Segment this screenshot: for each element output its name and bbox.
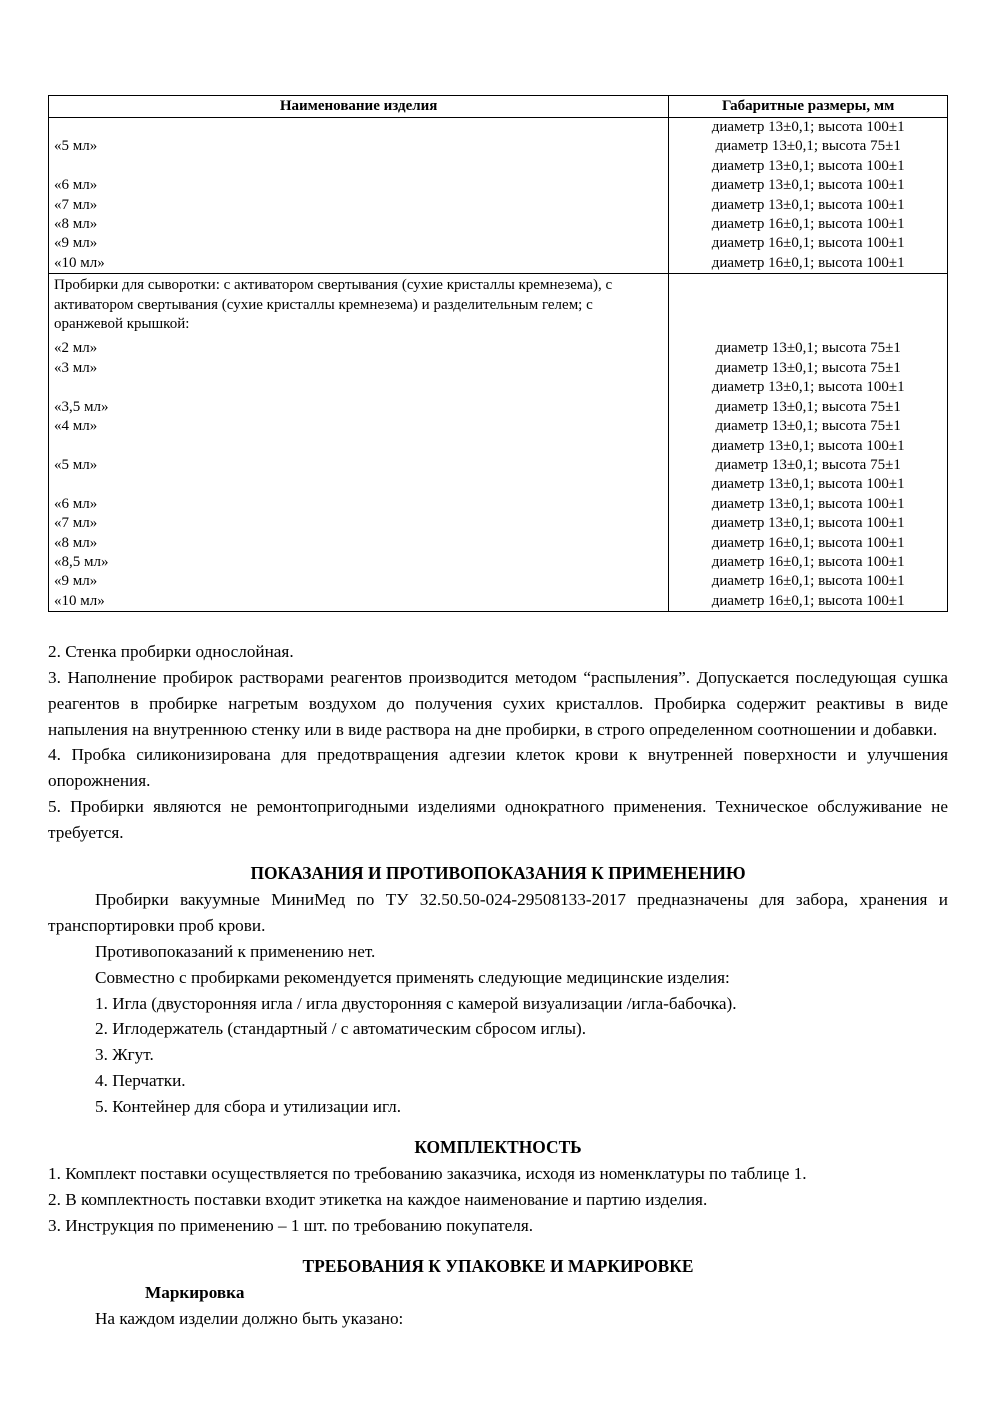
table-row: [49, 475, 948, 494]
product-name-cell: «9 мл»: [49, 234, 669, 253]
subsection-title-marking: Маркировка: [145, 1283, 245, 1303]
col-header-product-name: Наименование изделия: [49, 96, 669, 118]
product-name-cell: «6 мл»: [49, 495, 669, 514]
product-name-cell: «7 мл»: [49, 196, 669, 215]
table-row: [49, 176, 948, 195]
product-name-cell: «8 мл»: [49, 215, 669, 234]
dimensions-cell: диаметр 13±0,1; высота 100±1: [669, 378, 948, 397]
product-name-cell: «8 мл»: [49, 534, 669, 553]
dimensions-cell: [669, 274, 948, 340]
table-row: [49, 553, 948, 572]
table-row: [49, 534, 948, 553]
product-name-cell: «8,5 мл»: [49, 553, 669, 572]
table-row: [49, 398, 948, 417]
completeness-item: 3. Инструкция по применению – 1 шт. по требованию покупателя.: [48, 1215, 534, 1235]
table-row: [49, 378, 948, 397]
indications-paragraph-purpose: Пробирки вакуумные МиниМед по ТУ 32.50.50-024-29508133-2017 предназначены для забора, хранения и транспортировки проб крови.: [48, 890, 948, 936]
list-item: 1. Игла (двусторонняя игла / игла двусторонняя с камерой визуализации /игла-бабочка).: [95, 993, 737, 1013]
completeness-item: 2. В комплектность поставки входит этикетка на каждое наименование и партию изделия.: [48, 1190, 708, 1210]
marking-paragraph: На каждом изделии должно быть указано:: [95, 1309, 404, 1329]
product-name-cell: «9 мл»: [49, 572, 669, 591]
product-name-cell: «10 мл»: [49, 592, 669, 612]
list-item: 2. Иглодержатель (стандартный / с автоматическим сбросом иглы).: [95, 1019, 587, 1039]
table-row: [49, 359, 948, 378]
product-name-cell: «2 мл»: [49, 339, 669, 358]
table-row: [49, 417, 948, 436]
dimensions-cell: диаметр 13±0,1; высота 100±1: [669, 437, 948, 456]
document-body: [48, 639, 948, 1332]
paragraph-stopper: 4. Пробка силиконизирована для предотвращения адгезии клеток крови к внутренней поверхности и улучшения опорожнения.: [48, 745, 948, 791]
product-spec-table: [48, 95, 948, 612]
product-name-cell: «7 мл»: [49, 514, 669, 533]
table-row: [49, 196, 948, 215]
dimensions-cell: диаметр 13±0,1; высота 75±1: [669, 359, 948, 378]
dimensions-cell: диаметр 16±0,1; высота 100±1: [669, 553, 948, 572]
dimensions-cell: диаметр 16±0,1; высота 100±1: [669, 234, 948, 253]
list-item: 3. Жгут.: [95, 1045, 154, 1065]
product-name-cell: [49, 437, 669, 456]
dimensions-cell: диаметр 16±0,1; высота 100±1: [669, 534, 948, 553]
dimensions-cell: диаметр 16±0,1; высота 100±1: [669, 215, 948, 234]
table-row: [49, 514, 948, 533]
dimensions-cell: диаметр 16±0,1; высота 100±1: [669, 592, 948, 612]
product-name-cell: «5 мл»: [49, 456, 669, 475]
table-row: [49, 157, 948, 176]
section-title-completeness: КОМПЛЕКТНОСТЬ: [414, 1136, 582, 1157]
table-row: [49, 118, 948, 138]
table-row: [49, 437, 948, 456]
table-row: [49, 592, 948, 612]
product-name-cell: [49, 118, 669, 138]
product-name-cell: «3,5 мл»: [49, 398, 669, 417]
dimensions-cell: диаметр 13±0,1; высота 100±1: [669, 118, 948, 138]
dimensions-cell: диаметр 16±0,1; высота 100±1: [669, 572, 948, 591]
dimensions-cell: диаметр 13±0,1; высота 75±1: [669, 398, 948, 417]
dimensions-cell: диаметр 13±0,1; высота 75±1: [669, 417, 948, 436]
product-name-cell: [49, 475, 669, 494]
list-item: 4. Перчатки.: [95, 1070, 186, 1090]
dimensions-cell: диаметр 13±0,1; высота 100±1: [669, 157, 948, 176]
table-row: [49, 215, 948, 234]
table-row: [49, 254, 948, 274]
dimensions-cell: диаметр 13±0,1; высота 75±1: [669, 339, 948, 358]
paragraph-wall: 2. Стенка пробирки однослойная.: [48, 642, 294, 662]
dimensions-cell: диаметр 13±0,1; высота 100±1: [669, 514, 948, 533]
product-name-cell: «6 мл»: [49, 176, 669, 195]
product-name-cell: «5 мл»: [49, 137, 669, 156]
table-row: [49, 495, 948, 514]
dimensions-cell: диаметр 13±0,1; высота 75±1: [669, 137, 948, 156]
col-header-dimensions: Габаритные размеры, мм: [669, 96, 948, 118]
table-row: [49, 456, 948, 475]
dimensions-cell: диаметр 13±0,1; высота 100±1: [669, 475, 948, 494]
list-item: 5. Контейнер для сбора и утилизации игл.: [95, 1096, 401, 1116]
dimensions-cell: диаметр 13±0,1; высота 100±1: [669, 495, 948, 514]
table-row: [49, 572, 948, 591]
section-title-indications: ПОКАЗАНИЯ И ПРОТИВОПОКАЗАНИЯ К ПРИМЕНЕНИЮ: [250, 862, 746, 883]
product-name-cell: «4 мл»: [49, 417, 669, 436]
table-header-row: [49, 96, 948, 118]
dimensions-cell: диаметр 13±0,1; высота 100±1: [669, 176, 948, 195]
serum-tubes-intro: Пробирки для сыворотки: с активатором свертывания (сухие кристаллы кремнезема), с активатором свертывания (сухие кристаллы кремнезема) и разделительным гелем; с оранжевой крышкой:: [49, 274, 669, 340]
product-name-cell: «10 мл»: [49, 254, 669, 274]
paragraph-single-use: 5. Пробирки являются не ремонтопригодными изделиями однократного применения. Техническое обслуживание не требуется.: [48, 796, 948, 842]
product-name-cell: [49, 378, 669, 397]
product-name-cell: «3 мл»: [49, 359, 669, 378]
dimensions-cell: диаметр 13±0,1; высота 100±1: [669, 196, 948, 215]
completeness-item: 1. Комплект поставки осуществляется по требованию заказчика, исходя из номенклатуры по таблице 1.: [48, 1164, 807, 1184]
section-title-packaging: ТРЕБОВАНИЯ К УПАКОВКЕ И МАРКИРОВКЕ: [302, 1255, 694, 1276]
dimensions-cell: диаметр 13±0,1; высота 75±1: [669, 456, 948, 475]
dimensions-cell: диаметр 16±0,1; высота 100±1: [669, 254, 948, 274]
table-row: [49, 339, 948, 358]
indications-paragraph-contra: Противопоказаний к применению нет.: [95, 941, 376, 961]
paragraph-filling: 3. Наполнение пробирок растворами реагентов производится методом “распыления”. Допускается последующая сушка реагентов в пробирке нагретым воздухом до получения сухих кристаллов. Пробирка содержит реактивы в виде напыления на внутреннюю стенку или в виде раствора на дне пробирки, в строго определенном соотношении и добавки.: [48, 667, 948, 739]
table-row: [49, 137, 948, 156]
indications-paragraph-recommended: Совместно с пробирками рекомендуется применять следующие медицинские изделия:: [95, 967, 730, 987]
table-section-intro-row: [49, 274, 948, 340]
product-name-cell: [49, 157, 669, 176]
table-row: [49, 234, 948, 253]
